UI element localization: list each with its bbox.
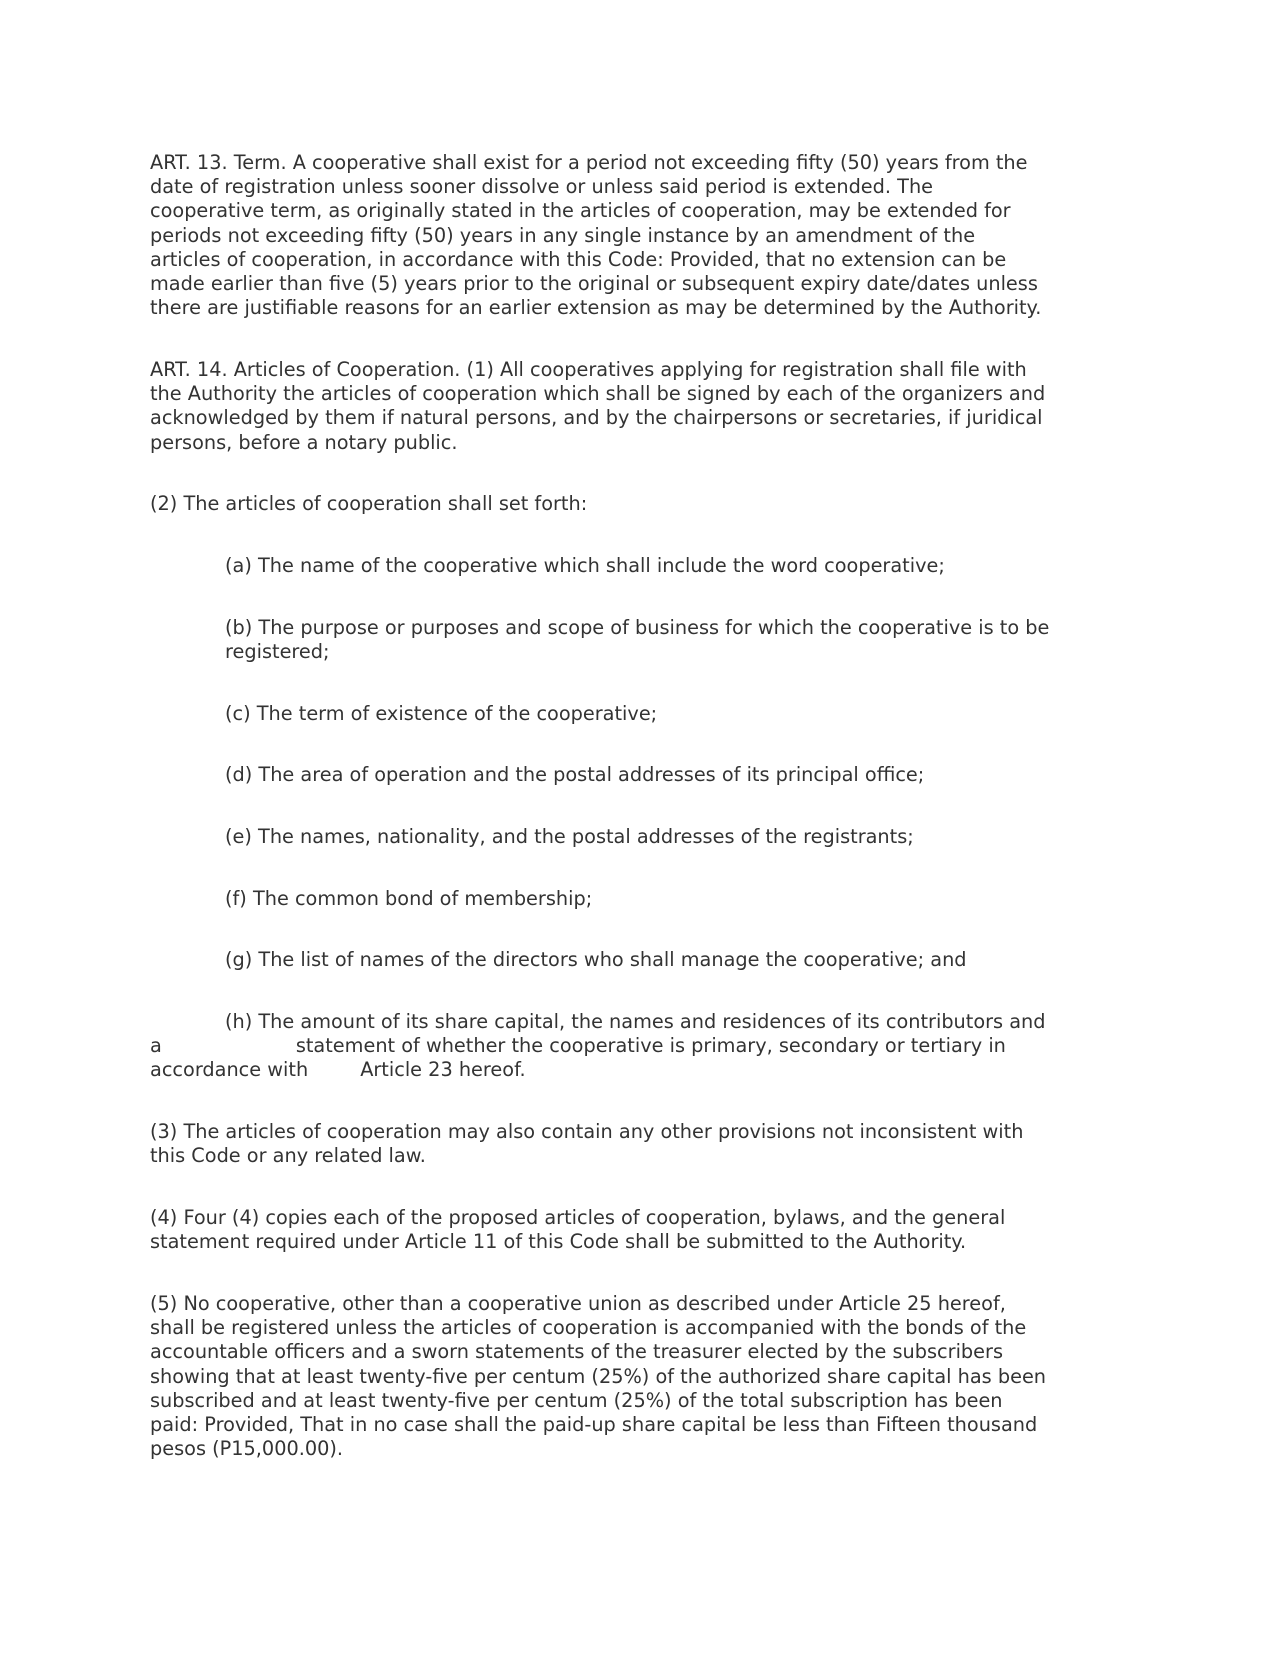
text-line: acknowledged by them if natural persons, and by the chairpersons or secretaries, if juridical <box>150 406 1043 430</box>
article-14-paragraph-2 <box>150 492 1150 516</box>
text-line: ART. 13. Term. A cooperative shall exist for a period not exceeding fifty (50) years from the <box>150 151 1028 174</box>
text-line: (b) The purpose or purposes and scope of business for which the cooperative is to be <box>225 615 1050 639</box>
text-line: persons, before a notary public. <box>150 430 458 454</box>
text-line: showing that at least twenty-five per centum (25%) of the authorized share capital has been <box>150 1364 1047 1388</box>
text-line <box>150 1058 1150 1082</box>
text-line: registered; <box>225 639 330 663</box>
text-line: (f) The common bond of membership; <box>225 886 593 910</box>
text-line: articles of cooperation, in accordance with this Code: Provided, that no extension can be <box>150 247 1007 271</box>
text-line: there are justifiable reasons for an earlier extension as may be determined by the Authority. <box>150 296 1042 320</box>
text-line: accountable officers and a sworn statements of the treasurer elected by the subscribers <box>150 1340 1004 1364</box>
text-fragment: accordance with <box>150 1058 309 1082</box>
item-b <box>150 616 1150 664</box>
text-line: the Authority the articles of cooperation which shall be signed by each of the organizers and <box>150 382 1046 406</box>
text-line: (h) The amount of its share capital, the names and residences of its contributors and <box>225 1010 1046 1034</box>
text-fragment: statement of whether the cooperative is primary, secondary or tertiary in <box>295 1034 1006 1058</box>
item-h <box>150 1010 1150 1083</box>
article-14-paragraph-5 <box>150 1292 1150 1461</box>
text-line: (d) The area of operation and the postal addresses of its principal office; <box>225 763 925 787</box>
item-f <box>150 887 1150 911</box>
text-line: (g) The list of names of the directors who shall manage the cooperative; and <box>225 948 967 972</box>
article-13 <box>150 151 1150 320</box>
text-fragment: a <box>150 1034 162 1058</box>
text-line: (e) The names, nationality, and the postal addresses of the registrants; <box>225 824 914 848</box>
item-a <box>150 554 1150 578</box>
text-line: (2) The articles of cooperation shall set forth: <box>150 492 588 516</box>
item-e <box>150 825 1150 849</box>
text-line: made earlier than five (5) years prior to the original or subsequent expiry date/dates unless <box>150 272 1038 296</box>
text-line: paid: Provided, That in no case shall the paid-up share capital be less than Fifteen thousand <box>150 1413 1038 1436</box>
text-line: pesos (P15,000.00). <box>150 1437 344 1461</box>
document-page <box>150 151 1150 1499</box>
text-line: (5) No cooperative, other than a cooperative union as described under Article 25 hereof, <box>150 1291 1006 1315</box>
text-line: (3) The articles of cooperation may also contain any other provisions not inconsistent with <box>150 1120 1024 1144</box>
text-line: ART. 14. Articles of Cooperation. (1) All cooperatives applying for registration shall file with <box>150 357 1027 381</box>
article-14-paragraph-3 <box>150 1120 1150 1168</box>
text-line: shall be registered unless the articles of cooperation is accompanied with the bonds of the <box>150 1316 1027 1340</box>
item-g <box>150 948 1150 972</box>
text-line: (c) The term of existence of the cooperative; <box>225 701 658 725</box>
item-c <box>150 702 1150 726</box>
text-fragment: Article 23 hereof. <box>360 1058 526 1082</box>
text-line: date of registration unless sooner dissolve or unless said period is extended. The <box>150 175 934 199</box>
text-line: periods not exceeding fifty (50) years in any single instance by an amendment of the <box>150 223 976 247</box>
article-14-paragraph-1 <box>150 358 1150 455</box>
item-d <box>150 763 1150 787</box>
text-line: (a) The name of the cooperative which shall include the word cooperative; <box>225 553 945 577</box>
text-line <box>150 1034 1150 1058</box>
text-line: cooperative term, as originally stated in the articles of cooperation, may be extended for <box>150 199 1011 223</box>
text-line: this Code or any related law. <box>150 1144 426 1168</box>
text-line: statement required under Article 11 of this Code shall be submitted to the Authority. <box>150 1230 967 1254</box>
text-line: (4) Four (4) copies each of the proposed articles of cooperation, bylaws, and the general <box>150 1206 1006 1230</box>
article-14-paragraph-4 <box>150 1206 1150 1254</box>
text-line: subscribed and at least twenty-five per centum (25%) of the total subscription has been <box>150 1388 1003 1412</box>
